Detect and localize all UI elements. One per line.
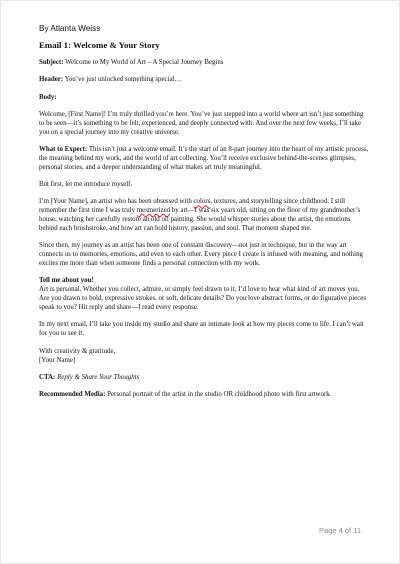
tell-text: Art is personal. Whether you collect, admire, or simply feel drawn to it, I’d love to hear what kind of art moves you. Are you drawn to bold, expressive strokes, or soft, delicate details? Do you love abstract forms, or do figurative pieces speak to you? Hit reply and share—I read every response. bbox=[39, 286, 367, 312]
since-paragraph: Since then, my journey as an artist has been one of constant discovery—not just in technique, but in the way art connects us to memories, emotions, and even to each other. Every piece I create is infused with meaning, and nothing excites me more than when someone finds a personal connection with my work. bbox=[39, 242, 363, 268]
media-line bbox=[39, 391, 369, 400]
document-content bbox=[39, 41, 369, 408]
tell-paragraph bbox=[39, 277, 369, 313]
cta-line bbox=[39, 374, 369, 383]
body-label: Body: bbox=[39, 93, 57, 101]
cta-label: CTA: bbox=[39, 373, 56, 381]
spellcheck-word-colors[interactable]: colors bbox=[193, 198, 211, 206]
email-title: Email 1: Welcome & Your Story bbox=[39, 40, 160, 50]
author-line: By Atlanta Weiss bbox=[39, 24, 101, 33]
subject-label: Subject: bbox=[39, 58, 64, 66]
intro-paragraph: But first, let me introduce myself. bbox=[39, 181, 133, 189]
signoff-line-1: With creativity & gratitude, bbox=[39, 347, 116, 355]
signoff-line-2: [Your Name] bbox=[39, 356, 76, 364]
expect-paragraph bbox=[39, 146, 369, 173]
subject-text: Welcome to My World of Art – A Special Journey Begins bbox=[63, 58, 224, 66]
expect-text: This isn’t just a welcome email. It’s the start of an 8-part journey into the heart of my artistic process, the meaning behind my work, and the world of art collecting. You’ll receive exclusive behind-the-scenes glimpses, personal stories, and a deeper understanding of what makes art truly meaningful. bbox=[39, 145, 369, 171]
media-label: Recommended Media: bbox=[39, 391, 106, 399]
media-text: Personal portrait of the artist in the studio OR childhood photo with first artwork. bbox=[105, 391, 332, 399]
spellcheck-word-mesmerized[interactable]: mesmerized bbox=[136, 207, 171, 215]
tell-heading: Tell me about you! bbox=[39, 277, 94, 285]
header-label: Header: bbox=[39, 76, 64, 84]
story-text-3: by art—I was six years old, sitting on the floor of my grandmother’s house, watching her carefully restore an old oil painting. She would whisper stories about the artist, the emotions behind each brushstroke, and how art can hold history, passion, and soul. That moment shaped me. bbox=[39, 207, 361, 233]
header-line bbox=[39, 76, 369, 85]
story-text-1: I’m [Your Name], an artist who has been obsessed with bbox=[39, 198, 194, 206]
next-email-paragraph: In my next email, I’ll take you inside my studio and share an intimate look at how my pieces come to life. I can’t wait for you to see it. bbox=[39, 321, 364, 338]
expect-label: What to Expect: bbox=[39, 145, 88, 153]
cta-text: Reply & Share Your Thoughts bbox=[57, 373, 140, 381]
subject-line bbox=[39, 59, 369, 68]
header-text: You’ve just unlocked something special… bbox=[63, 76, 182, 84]
page-number: Page 4 of 11 bbox=[319, 526, 361, 535]
welcome-paragraph: Welcome, [First Name]! I’m truly thrilled you’re here. You’ve just stepped into a world where art isn’t just something to be seen—it’s something to be felt, experienced, and deeply connected with. And over the next few weeks, I’ll take you on a special journey into my creative universe. bbox=[39, 110, 364, 136]
story-text-2: , textures, and storytelling since childhood. I still remember the first time I was truly bbox=[39, 198, 346, 215]
signoff bbox=[39, 348, 369, 366]
story-paragraph bbox=[39, 198, 369, 234]
